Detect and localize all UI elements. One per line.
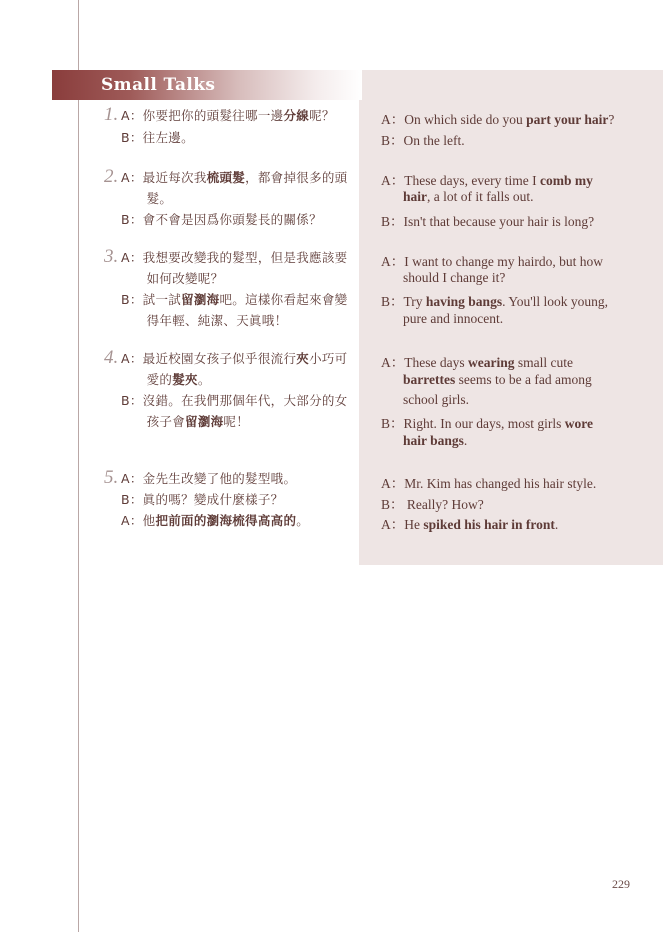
section-title: Small Talks <box>101 75 216 95</box>
en-dialogue-line <box>381 412 593 432</box>
text-run: A：These days <box>381 355 468 370</box>
zh-dialogue-line <box>121 490 283 508</box>
text-run: . You'll look young, <box>502 294 609 309</box>
text-run: B：沒錯。在我們那個年代，大部分的女 <box>121 393 348 408</box>
en-dialogue-line <box>381 472 596 492</box>
bold-phrase: having bangs <box>425 294 503 309</box>
en-dialogue-line <box>403 433 467 449</box>
margin-rule <box>78 0 79 932</box>
text-run: 。 <box>296 513 310 528</box>
zh-dialogue-line <box>121 269 223 287</box>
bold-phrase: part your hair <box>526 112 609 127</box>
zh-dialogue-line <box>121 349 347 367</box>
text-run: 髮。 <box>121 191 173 206</box>
zh-dialogue-line <box>121 412 249 430</box>
bold-phrase: 把前面的瀏海梳得高高的 <box>155 513 297 528</box>
zh-dialogue-line <box>121 391 347 409</box>
en-dialogue-line <box>403 270 505 286</box>
zh-dialogue-line <box>121 511 309 529</box>
bold-phrase: hair bangs <box>403 433 464 448</box>
text-run: pure and innocent. <box>403 311 504 326</box>
bold-phrase: wearing <box>467 355 515 370</box>
dialogue-number: 2. <box>104 166 119 187</box>
bold-phrase: 夾 <box>296 351 310 366</box>
text-run: school girls. <box>403 392 469 407</box>
zh-dialogue-line <box>121 290 348 308</box>
text-run: 呢！ <box>223 414 250 429</box>
text-run: B：會不會是因爲你頭髮長的關係？ <box>121 212 322 227</box>
zh-dialogue-line <box>121 106 335 124</box>
zh-dialogue-line <box>121 210 322 228</box>
dialogue-number: 5. <box>104 467 119 488</box>
text-run: A：These days, every time I <box>381 173 540 188</box>
text-run: . <box>554 517 559 532</box>
text-run: A：He <box>381 517 424 532</box>
text-run: A：我想要改變我的髮型，但是我應該要 <box>121 250 348 265</box>
text-run: B：Try <box>381 294 426 309</box>
text-run: A：你要把你的頭髮往哪一邊 <box>121 108 284 123</box>
text-run: B： Really? How? <box>381 497 484 512</box>
text-run: small cute <box>514 355 573 370</box>
zh-dialogue-line <box>121 168 347 186</box>
bold-phrase: 髮夾 <box>172 372 198 387</box>
en-dialogue-line <box>381 290 608 310</box>
text-run: 吧。這樣你看起來會變 <box>219 292 348 307</box>
en-dialogue-line <box>381 493 484 513</box>
text-run: B：Isn't that because your hair is long? <box>381 214 595 229</box>
text-run: 小巧可 <box>309 351 348 366</box>
bold-phrase: wore <box>564 416 594 431</box>
text-run: A：他 <box>121 513 156 528</box>
zh-dialogue-line <box>121 370 211 388</box>
dialogue-number: 4. <box>104 347 119 368</box>
en-dialogue-line <box>381 210 594 230</box>
bold-phrase: barrettes <box>403 372 456 387</box>
text-run: B：往左邊。 <box>121 130 194 145</box>
zh-dialogue-line <box>121 189 172 207</box>
en-dialogue-line <box>403 392 469 408</box>
bold-phrase: comb my <box>539 173 593 188</box>
en-dialogue-line <box>403 189 534 205</box>
en-dialogue-line <box>381 513 558 533</box>
zh-dialogue-line <box>121 128 194 146</box>
bold-phrase: hair <box>403 189 428 204</box>
en-dialogue-line <box>381 169 593 189</box>
text-run: should I change it? <box>403 270 506 285</box>
text-run: A：I want to change my hairdo, but how <box>381 254 603 269</box>
text-run: B：Right. In our days, most girls <box>381 416 565 431</box>
bold-phrase: 分線 <box>283 108 310 123</box>
text-run: 孩子會 <box>121 414 186 429</box>
text-run: B：眞的嗎？變成什麼樣子？ <box>121 492 284 507</box>
text-run: 。 <box>197 372 211 387</box>
text-run: A：最近校園女孩子似乎很流行 <box>121 351 297 366</box>
text-run: , a lot of it falls out. <box>427 189 534 204</box>
text-run: 得年輕、純潔、天眞哦！ <box>121 313 288 328</box>
en-dialogue-line <box>381 351 573 371</box>
text-run: seems to be a fad among <box>455 372 592 387</box>
text-run: 愛的 <box>121 372 173 387</box>
en-dialogue-line <box>381 129 465 149</box>
zh-dialogue-line <box>121 311 287 329</box>
bold-phrase: 留瀏海 <box>185 414 224 429</box>
text-run: ? <box>608 112 615 127</box>
en-dialogue-line <box>381 108 614 128</box>
text-run: ，都會掉很多的頭 <box>245 170 348 185</box>
dialogue-number: 3. <box>104 246 119 267</box>
text-run: 呢？ <box>309 108 335 123</box>
en-dialogue-line <box>381 250 603 270</box>
zh-dialogue-line <box>121 248 347 266</box>
bold-phrase: spiked his hair in front <box>423 517 555 532</box>
text-run: A：Mr. Kim has changed his hair style. <box>381 476 597 491</box>
dialogue-number: 1. <box>104 104 119 125</box>
text-run: A：最近每次我 <box>121 170 207 185</box>
en-dialogue-line <box>403 311 503 327</box>
text-run: A：On which side do you <box>381 112 527 127</box>
bold-phrase: 留瀏海 <box>181 292 220 307</box>
bold-phrase: 梳頭髮 <box>206 170 246 185</box>
page-number: 229 <box>612 877 630 891</box>
text-run: B：試一試 <box>121 292 182 307</box>
text-run: A：金先生改變了他的髮型哦。 <box>121 471 297 486</box>
text-run: . <box>463 433 468 448</box>
text-run: 如何改變呢？ <box>121 271 224 286</box>
en-dialogue-line <box>403 372 592 388</box>
zh-dialogue-line <box>121 469 296 487</box>
text-run: B：On the left. <box>381 133 465 148</box>
